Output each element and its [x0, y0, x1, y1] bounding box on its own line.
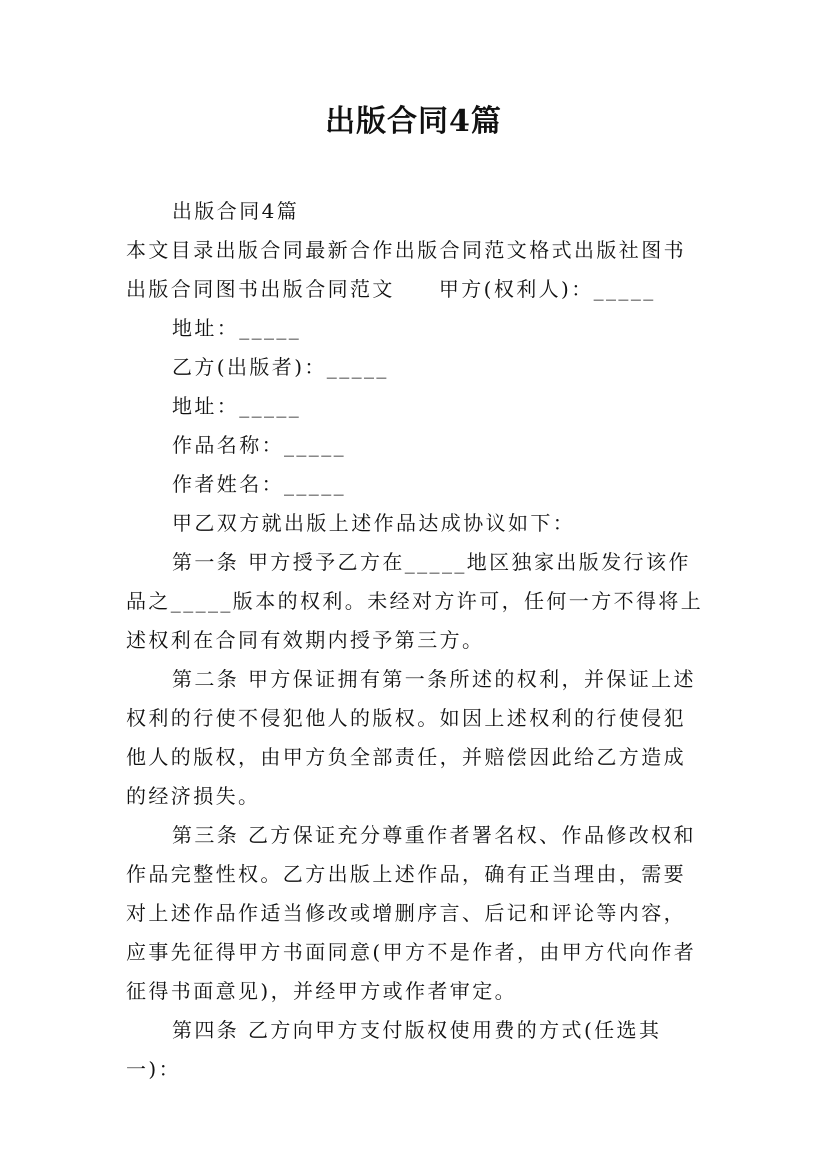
toc-text: 本文目录出版合同最新合作出版合同范文格式出版社图书出版合同图书出版合同范文 [126, 238, 686, 301]
party-b-address-field: 地址：_____ [172, 394, 302, 418]
article-4: 第四条 乙方向甲方支付版权使用费的方式(任选其一)： [126, 1018, 662, 1081]
party-b-field: 乙方(出版者)：_____ [172, 355, 389, 379]
party-a-address-field: 地址：_____ [172, 316, 302, 340]
work-title-field: 作品名称：_____ [172, 433, 346, 457]
author-name-field: 作者姓名：_____ [172, 472, 346, 496]
paragraph-subtitle: 出版合同4篇 [172, 199, 300, 223]
party-a-field: 甲方(权利人)：_____ [438, 277, 656, 301]
article-1: 第一条 甲方授予乙方在_____地区独家出版发行该作品之_____版本的权利。未经对方许可，任何一方不得将上述权利在合同有效期内授予第三方。 [126, 550, 704, 652]
article-3: 第三条 乙方保证充分尊重作者署名权、作品修改权和作品完整性权。乙方出版上述作品，确有正当理由，需要对上述作品作适当修改或增删序言、后记和评论等内容，应事先征得甲方书面同意(甲方不是作者，由甲方代向作者征得书面意见)，并经甲方或作者审定。 [126, 823, 697, 1003]
document-title: 出版合同4篇 [325, 104, 502, 139]
article-2: 第二条 甲方保证拥有第一条所述的权利，并保证上述权利的行使不侵犯他人的版权。如因上述权利的行使侵犯他人的版权，由甲方负全部责任，并赔偿因此给乙方造成的经济损失。 [126, 667, 696, 808]
paragraph-toc [126, 231, 706, 309]
document-body [126, 192, 706, 1089]
agreement-intro: 甲乙双方就出版上述作品达成协议如下： [172, 511, 576, 535]
